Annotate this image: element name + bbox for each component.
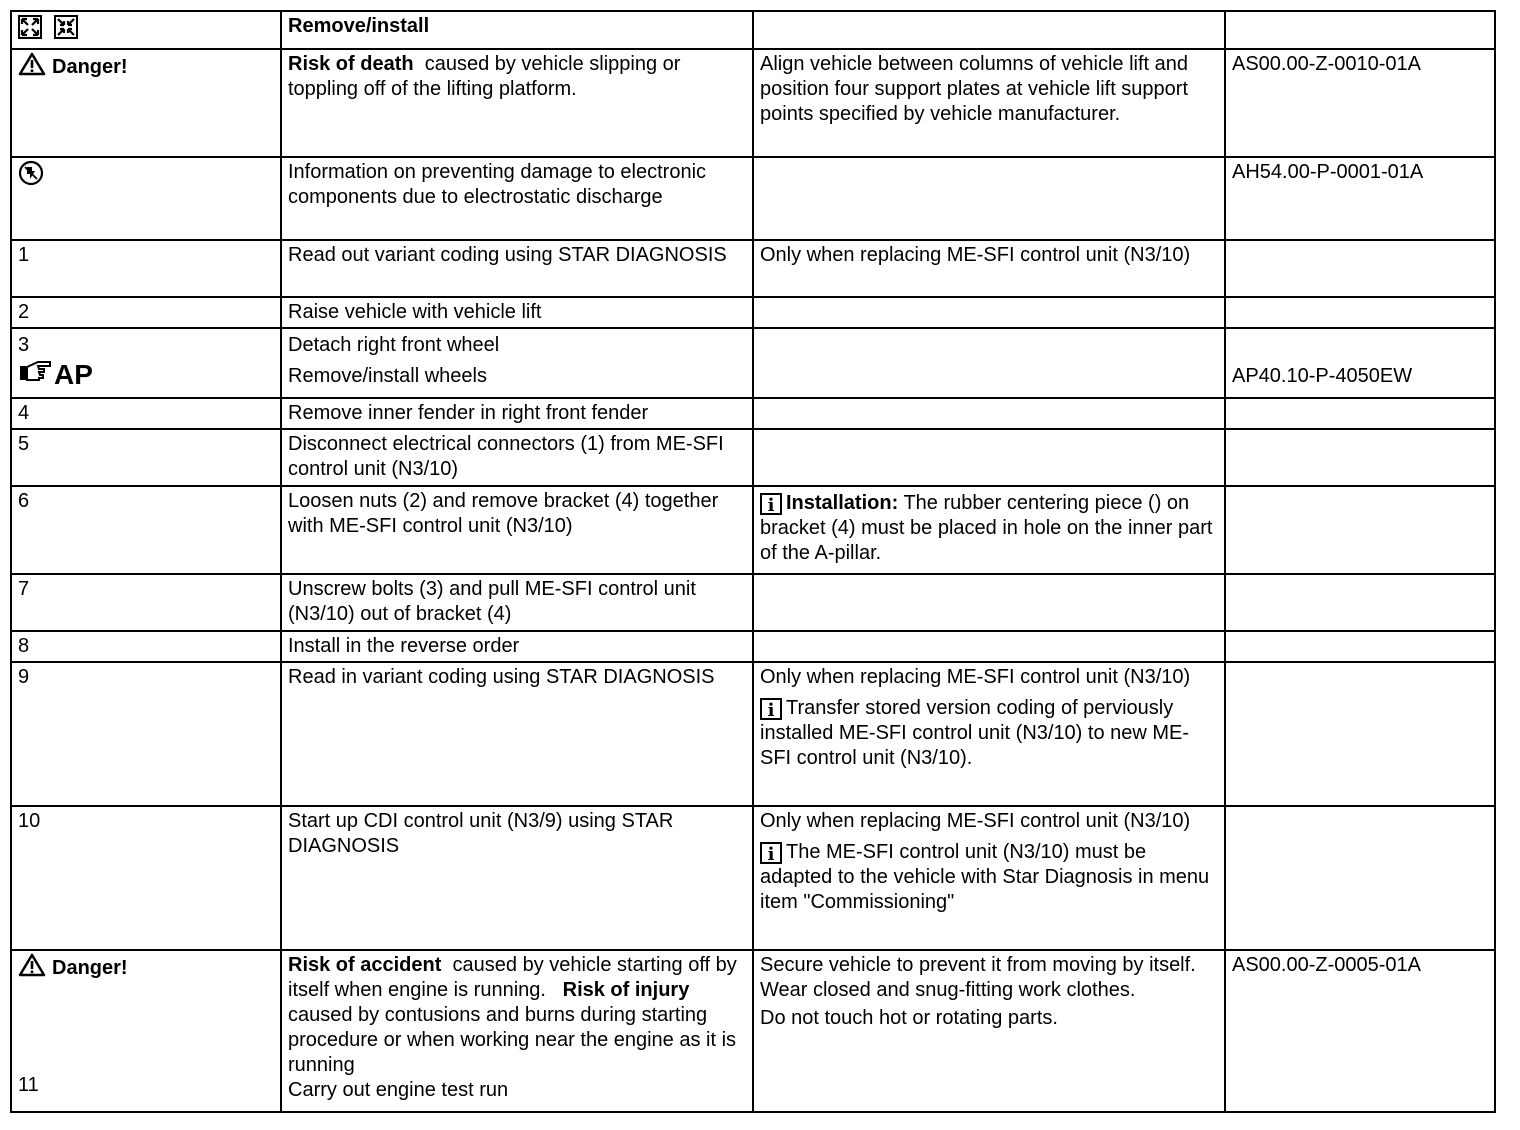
step-number: 5 <box>11 429 281 486</box>
step-row <box>11 297 1495 328</box>
warning-triangle-icon <box>18 953 46 984</box>
header-title: Remove/install <box>281 11 753 49</box>
empty-cell <box>753 328 1225 398</box>
empty-cell <box>1225 486 1495 574</box>
step-row <box>11 631 1495 662</box>
pointing-hand-icon <box>18 358 52 391</box>
installation-label: Installation: <box>786 492 899 514</box>
collapse-icon[interactable] <box>54 15 78 46</box>
danger-note: Wear closed and snug-fitting work clothes. <box>760 979 1136 1001</box>
empty-cell <box>1225 631 1495 662</box>
info-text: Transfer stored version coding of perviously installed ME-SFI control unit (N3/10) to new ME-SFI control unit (N3/10). <box>760 697 1190 769</box>
danger-bold: Risk of accident <box>288 954 442 976</box>
ap-text: Remove/install wheels <box>288 365 487 387</box>
step-text: Install in the reverse order <box>281 631 753 662</box>
step-text-cell <box>281 328 753 398</box>
info-icon: i <box>760 698 782 720</box>
danger-bold: Risk of injury <box>562 979 690 1001</box>
header-row <box>11 11 1495 49</box>
danger-notes <box>753 950 1225 1112</box>
danger-description <box>281 49 753 157</box>
step-row <box>11 328 1495 398</box>
empty-cell <box>1225 297 1495 328</box>
step-row <box>11 398 1495 429</box>
step-number: 3 <box>18 334 30 356</box>
step-text: Remove inner fender in right front fender <box>281 398 753 429</box>
empty-cell <box>1225 398 1495 429</box>
header-empty-cell <box>1225 11 1495 49</box>
reference-cell <box>1225 328 1495 398</box>
empty-cell <box>1225 662 1495 806</box>
step-row <box>11 662 1495 806</box>
warning-triangle-icon <box>18 52 46 83</box>
danger-row <box>11 49 1495 157</box>
step-text: Read out variant coding using STAR DIAGNOSIS <box>281 240 753 297</box>
step-number: 6 <box>11 486 281 574</box>
danger-label: Danger! <box>52 957 128 979</box>
step-text: Detach right front wheel <box>288 334 500 356</box>
step-number: 10 <box>11 806 281 950</box>
ap-link[interactable] <box>18 358 93 391</box>
installation-note <box>753 486 1225 574</box>
danger-text: caused by contusions and burns during starting procedure or when working near the engine as it is running <box>288 1004 737 1076</box>
header-empty-cell <box>753 11 1225 49</box>
step-text: Disconnect electrical connectors (1) from ME-SFI control unit (N3/10) <box>281 429 753 486</box>
danger-reference[interactable]: AS00.00-Z-0005-01A <box>1225 950 1495 1112</box>
ap-reference[interactable]: AP40.10-P-4050EW <box>1232 365 1413 387</box>
info-icon: i <box>760 842 782 864</box>
danger-label: Danger! <box>52 56 128 78</box>
danger-note: Secure vehicle to prevent it from moving by itself. <box>760 954 1196 976</box>
danger-text: caused by vehicle starting off by itself when engine is running. <box>288 954 737 1001</box>
step-text: Carry out engine test run <box>288 1079 509 1101</box>
step-number-cell <box>11 328 281 398</box>
empty-cell <box>753 429 1225 486</box>
danger-note: Align vehicle between columns of vehicle lift and position four support plates at vehicle lift support points specified by vehicle manufacturer. <box>753 49 1225 157</box>
danger-description <box>281 950 753 1112</box>
danger-cell <box>11 49 281 157</box>
step-row <box>11 806 1495 950</box>
danger-cell <box>11 950 281 1112</box>
empty-cell <box>753 631 1225 662</box>
step-text: Start up CDI control unit (N3/9) using STAR DIAGNOSIS <box>281 806 753 950</box>
step-number: 11 <box>18 1074 39 1096</box>
step-text: Unscrew bolts (3) and pull ME-SFI control unit (N3/10) out of bracket (4) <box>281 574 753 631</box>
step-text: Raise vehicle with vehicle lift <box>281 297 753 328</box>
installation-text: The rubber centering piece () on bracket (4) must be placed in hole on the inner part of the A-pillar. <box>760 492 1213 564</box>
empty-cell <box>1225 806 1495 950</box>
step-text: Read in variant coding using STAR DIAGNOSIS <box>281 662 753 806</box>
danger-row <box>11 950 1495 1112</box>
esd-reference[interactable]: AH54.00-P-0001-01A <box>1225 157 1495 240</box>
step-note: Only when replacing ME-SFI control unit (N3/10) <box>760 666 1191 688</box>
danger-reference[interactable]: AS00.00-Z-0010-01A <box>1225 49 1495 157</box>
empty-cell <box>753 297 1225 328</box>
step-number: 7 <box>11 574 281 631</box>
procedure-table <box>10 10 1496 1113</box>
danger-note: Do not touch hot or rotating parts. <box>760 1007 1058 1029</box>
info-icon: i <box>760 493 782 515</box>
step-number: 1 <box>11 240 281 297</box>
empty-cell <box>753 398 1225 429</box>
empty-cell <box>1225 429 1495 486</box>
step-note-cell <box>753 662 1225 806</box>
esd-icon <box>18 160 44 193</box>
ap-label: AP <box>54 358 93 390</box>
danger-text: caused by vehicle slipping or toppling off of the lifting platform. <box>288 53 681 100</box>
danger-bold: Risk of death <box>288 53 414 75</box>
step-row <box>11 574 1495 631</box>
step-number: 8 <box>11 631 281 662</box>
empty-cell <box>1225 240 1495 297</box>
info-text: The ME-SFI control unit (N3/10) must be adapted to the vehicle with Star Diagnosis in menu item "Commissioning" <box>760 841 1210 913</box>
esd-icon-cell <box>11 157 281 240</box>
header-icons-cell <box>11 11 281 49</box>
step-row <box>11 486 1495 574</box>
expand-icon[interactable] <box>18 15 42 46</box>
step-row <box>11 429 1495 486</box>
step-text: Loosen nuts (2) and remove bracket (4) together with ME-SFI control unit (N3/10) <box>281 486 753 574</box>
step-note: Only when replacing ME-SFI control unit (N3/10) <box>760 810 1191 832</box>
step-note: Only when replacing ME-SFI control unit (N3/10) <box>753 240 1225 297</box>
empty-cell <box>753 574 1225 631</box>
step-row <box>11 240 1495 297</box>
step-note-cell <box>753 806 1225 950</box>
step-number: 9 <box>11 662 281 806</box>
step-number: 2 <box>11 297 281 328</box>
esd-text: Information on preventing damage to electronic components due to electrostatic discharge <box>281 157 753 240</box>
esd-row <box>11 157 1495 240</box>
empty-cell <box>753 157 1225 240</box>
empty-cell <box>1225 574 1495 631</box>
step-number: 4 <box>11 398 281 429</box>
